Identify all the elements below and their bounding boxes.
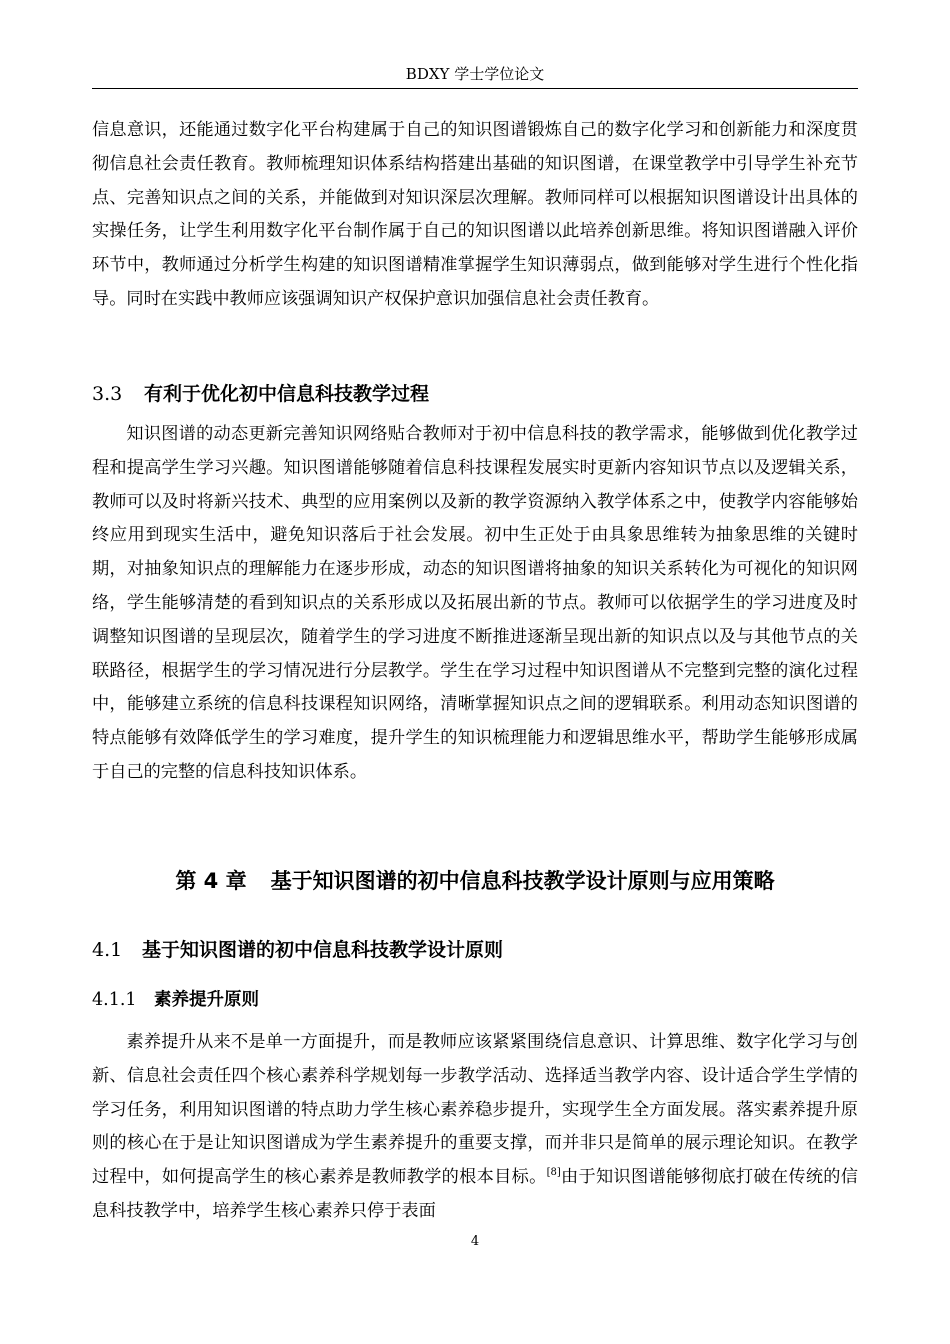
header-rule — [92, 88, 858, 89]
running-header: BDXY 学士学位论文 — [405, 65, 545, 83]
subsection-heading-4-1-1 — [92, 988, 259, 1012]
section-number: 3.3 — [92, 383, 123, 405]
section-heading-4-1 — [92, 937, 503, 963]
subsection-number: 4.1.1 — [92, 990, 137, 1010]
paragraph-continued: 信息意识，还能通过数字化平台构建属于自己的知识图谱锻炼自己的数字化学习和创新能力和深度贯彻信息社会责任教育。教师梳理知识体系结构搭建出基础的知识图谱，在课堂教学中引导学生补充节点、完善知识点之间的关系，并能做到对知识深层次理解。教师同样可以根据知识图谱设计出具体的实操任务，让学生利用数字化平台制作属于自己的知识图谱以此培养创新思维。将知识图谱融入评价环节中，教师通过分析学生构建的知识图谱精准掌握学生知识薄弱点，做到能够对学生进行个性化指导。同时在实践中教师应该强调知识产权保护意识加强信息社会责任教育。 — [92, 120, 858, 309]
citation-reference[interactable]: [8] — [546, 1167, 561, 1179]
chapter-title: 基于知识图谱的初中信息科技教学设计原则与应用策略 — [270, 869, 775, 893]
body-text-part-2: 由于知识图谱能够彻底打破在传统的信息科技教学中，培养学生核心素养只停于表面 — [92, 1167, 858, 1221]
section-title: 有利于优化初中信息科技教学过程 — [144, 383, 430, 405]
section-heading-3-3 — [92, 381, 429, 407]
section-4-1-1-body — [92, 1026, 858, 1229]
page-number: 4 — [470, 1234, 480, 1249]
section-number: 4.1 — [92, 939, 123, 961]
subsection-title: 素养提升原则 — [154, 990, 259, 1010]
chapter-heading-4 — [0, 866, 950, 896]
body-text-part-1: 素养提升从来不是单一方面提升，而是教师应该紧紧围绕信息意识、计算思维、数字化学习与创新、信息社会责任四个核心素养科学规划每一步教学活动、选择适当教学内容、设计适合学生学情的学习任务，利用知识图谱的特点助力学生核心素养稳步提升，实现学生全方面发展。落实素养提升原则的核心在于是让知识图谱成为学生素养提升的重要支撑，而并非只是简单的展示理论知识。在教学过程中，如何提高学生的核心素养是教师教学的根本目标。 — [92, 1032, 858, 1188]
section-title: 基于知识图谱的初中信息科技教学设计原则 — [142, 939, 504, 961]
chapter-number: 第 4 章 — [175, 869, 247, 893]
section-3-3-body: 知识图谱的动态更新完善知识网络贴合教师对于初中信息科技的教学需求，能够做到优化教学过程和提高学生学习兴趣。知识图谱能够随着信息科技课程发展实时更新内容知识节点以及逻辑关系，教师可以及时将新兴技术、典型的应用案例以及新的教学资源纳入教学体系之中，使教学内容能够始终应用到现实生活中，避免知识落后于社会发展。初中生正处于由具象思维转为抽象思维的关键时期，对抽象知识点的理解能力在逐步形成，动态的知识图谱将抽象的知识关系转化为可视化的知识网络，学生能够清楚的看到知识点的关系形成以及拓展出新的节点。教师可以依据学生的学习进度及时调整知识图谱的呈现层次，随着学生的学习进度不断推进逐渐呈现出新的知识点以及与其他节点的关联路径，根据学生的学习情况进行分层教学。学生在学习过程中知识图谱从不完整到完整的演化过程中，能够建立系统的信息科技课程知识网络，清晰掌握知识点之间的逻辑联系。利用动态知识图谱的特点能够有效降低学生的学习难度，提升学生的知识梳理能力和逻辑思维水平，帮助学生能够形成属于自己的完整的信息科技知识体系。 — [92, 424, 858, 782]
